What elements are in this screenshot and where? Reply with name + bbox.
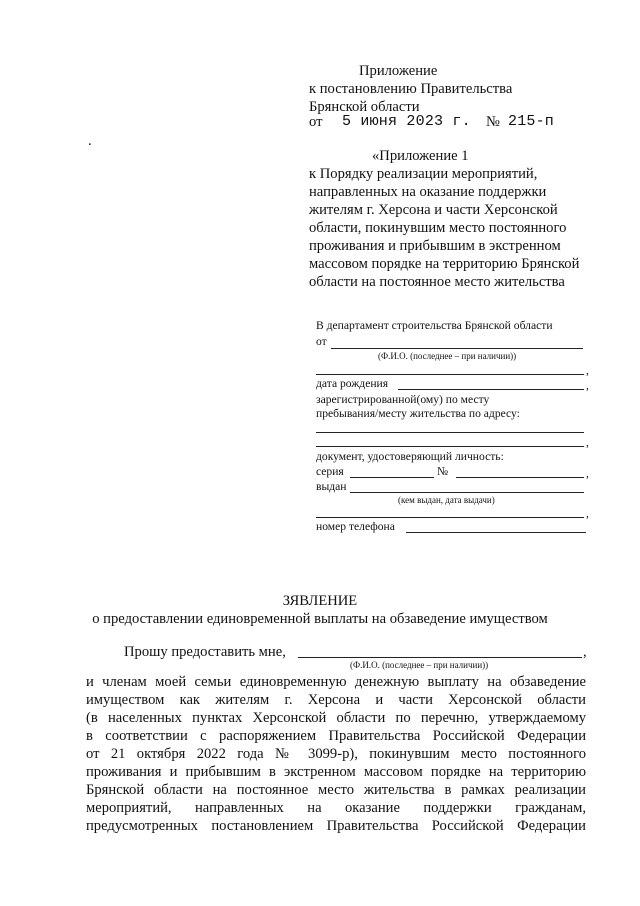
body-line: и членам моей семьи единовременную денежную выплату на обзаведение [86,674,586,690]
annex-line: «Приложение 1 [372,148,469,164]
series-label: серия [316,465,344,478]
series-field[interactable] [350,477,434,478]
header-line-resolution: к постановлению Правительства [309,81,513,97]
comma: , [583,644,587,660]
phone-label: номер телефона [316,520,395,533]
birth-date-label: дата рождения [316,377,389,390]
id-document-label: документ, удостоверяющий личность: [316,450,504,463]
number-prefix: № [486,114,500,130]
phone-field[interactable] [406,532,586,533]
header-line-region: Брянской области [309,99,420,115]
request-prefix: Прошу предоставить мне, [124,644,286,660]
margin-mark: . [88,133,92,149]
annex-line: области, покинувшим место постоянного [309,220,567,236]
registered-label-cont: пребывания/месту жительства по адресу: [316,407,520,420]
request-fio-hint: (Ф.И.О. (последнее – при наличии)) [350,660,489,670]
body-line: предусмотренных постановлением Правительства Российской Федерации [86,818,586,834]
body-line: мероприятий, направленных на оказание поддержки гражданам, [86,800,586,816]
annex-line: жителям г. Херсона и части Херсонской [309,202,558,218]
issued-field[interactable] [350,492,584,493]
from-label: от [316,335,327,348]
form-recipient: В департамент строительства Брянской области [316,319,553,332]
annex-line: к Порядку реализации мероприятий, [309,166,538,182]
body-line: Брянской области на постоянное место жительства в рамках реализации [86,782,586,798]
doc-number-field[interactable] [456,477,584,478]
comma: , [586,436,589,449]
annex-line: направленных на оказание поддержки [309,184,547,200]
annex-line: проживания и прибывшим в экстренном [309,238,561,254]
statement-title: ЗЯВЛЕНИЕ [282,593,358,609]
body-line: имуществом как жителям г. Херсона и части Херсонской области [86,692,586,708]
address-field-2[interactable] [316,446,584,447]
address-field[interactable] [316,432,584,433]
fio-hint: (Ф.И.О. (последнее – при наличии)) [378,351,517,361]
from-field-continued[interactable] [316,374,584,375]
birth-date-field[interactable] [398,389,584,390]
header-date-row [309,113,322,131]
comma: , [586,507,589,520]
doc-number-label: № [437,465,449,478]
header-title: Приложение [359,63,438,79]
issued-label: выдан [316,480,347,493]
from-field[interactable] [331,348,583,349]
registered-label: зарегистрированной(ому) по месту [316,393,490,406]
comma: , [586,467,589,480]
request-fio-field[interactable] [298,657,582,658]
issued-hint: (кем выдан, дата выдачи) [398,495,495,505]
body-line: проживания и прибывшим в экстренном массовом порядке на территорию [86,764,586,780]
header-date: 5 июня 2023 г. [342,113,471,130]
body-line: в соответствии с распоряжением Правительства Российской Федерации [86,728,586,744]
body-line: от 21 октября 2022 года № 3099-р), покинувшим место постоянного [86,746,586,762]
date-prefix: от [309,114,323,130]
issued-field-continued[interactable] [316,517,584,518]
header-number: 215-п [508,113,555,130]
annex-line: массовом порядке на территорию Брянской [309,256,580,272]
statement-subtitle: о предоставлении единовременной выплаты на обзаведение имуществом [92,611,548,627]
comma: , [586,379,589,392]
annex-line: области на постоянное место жительства [309,274,565,290]
comma: , [586,364,589,377]
body-line: (в населенных пунктах Херсонской области по перечню, утверждаемому [86,710,586,726]
